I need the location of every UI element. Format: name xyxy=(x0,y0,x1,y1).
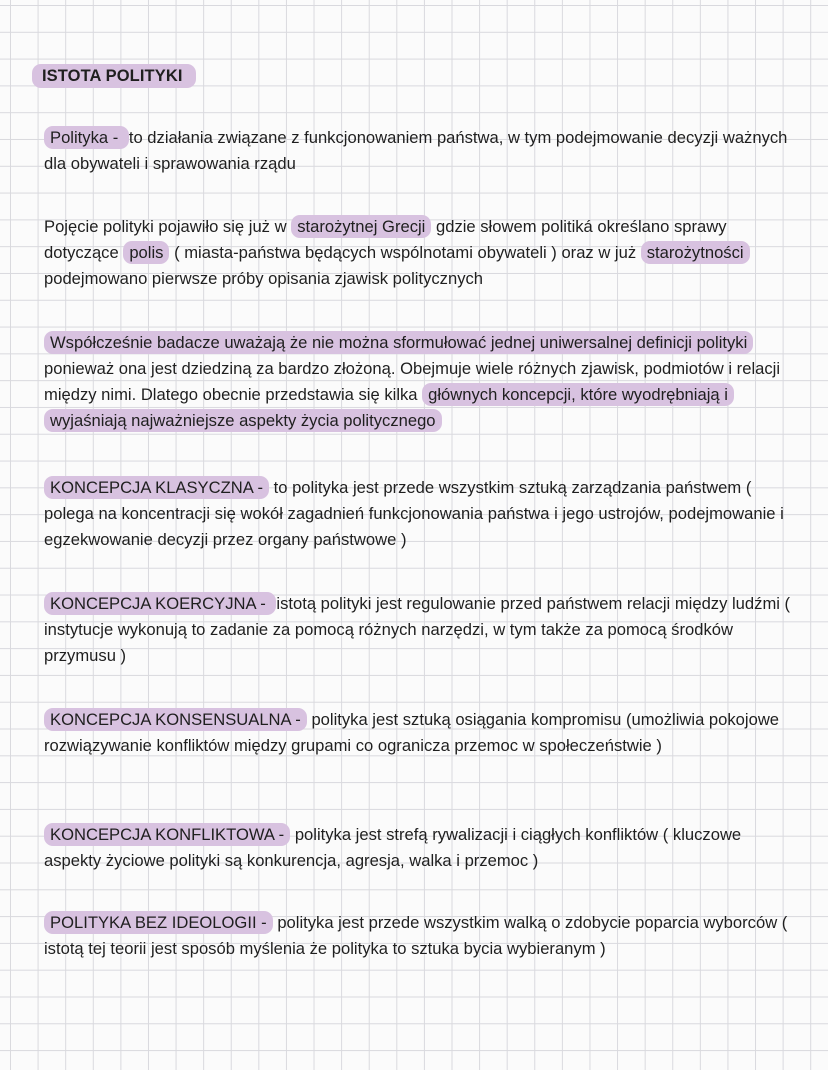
concept-term: POLITYKA BEZ IDEOLOGII - xyxy=(44,911,273,934)
concept-coercive xyxy=(44,591,794,669)
title-highlight: ISTOTA POLITYKI xyxy=(32,64,196,88)
concept-text: polityka jest strefą rywalizacji i ciągłych konfliktów ( kluczowe aspekty życiowe polityki są konkurencja, agresja, walka i przemoc ) xyxy=(44,825,742,870)
concept-text: istotą polityki jest regulowanie przed państwem relacji między ludźmi ( instytucje wykonują to zadanie za pomocą różnych narzędzi, w tym także za pomocą środków przymusu ) xyxy=(44,594,791,665)
history-text-2: gdzie słowem politiká określano sprawy dotyczące xyxy=(44,217,727,262)
concept-text: to polityka jest przede wszystkim sztuką zarządzania państwem ( polega na koncentracji się wokół zagadnień funkcjonowania państwa i jego ustrojów, podejmowanie i egzekwowanie decyzji przez organy państwowe ) xyxy=(44,478,784,549)
concept-term: KONCEPCJA KOERCYJNA - xyxy=(44,592,276,615)
highlight-modern-definition: Współcześnie badacze uważają że nie można sformułować jednej uniwersalnej definicji polityki xyxy=(44,331,753,354)
highlight-polis: polis xyxy=(123,241,169,264)
definition-paragraph xyxy=(44,125,794,177)
concept-term: KONCEPCJA KLASYCZNA - xyxy=(44,476,269,499)
history-text-3: ( miasta-państwa będących wspólnotami obywateli ) oraz w już xyxy=(169,243,641,262)
modern-text: ponieważ ona jest dziedziną za bardzo złożoną. Obejmuje wiele różnych zjawisk, podmiotów i relacji między nimi. Dlatego obecnie przedstawia się kilka xyxy=(44,359,781,404)
concept-conflict xyxy=(44,822,794,874)
definition-term: Polityka - xyxy=(44,126,129,149)
highlight-main-concepts: głównych koncepcji, które wyodrębniają i wyjaśniają najważniejsze aspekty życia politycznego xyxy=(44,383,734,432)
history-paragraph xyxy=(44,214,794,292)
concept-classical xyxy=(44,475,794,553)
highlight-ancient-greece: starożytnej Grecji xyxy=(291,215,431,238)
highlight-antiquity: starożytności xyxy=(641,241,750,264)
page-title xyxy=(32,67,196,86)
concept-text: polityka jest przede wszystkim walką o zdobycie poparcia wyborców ( istotą tej teorii jest sposób myślenia że polityka to sztuka bycia wybieranym ) xyxy=(44,913,788,958)
concept-term: KONCEPCJA KONSENSUALNA - xyxy=(44,708,307,731)
history-text-1: Pojęcie polityki pojawiło się już w xyxy=(44,217,292,236)
concept-text: polityka jest sztuką osiągania kompromisu (umożliwia pokojowe rozwiązywanie konfliktów między grupami co ogranicza przemoc w społeczeństwie ) xyxy=(44,710,780,755)
definition-text: to działania związane z funkcjonowaniem państwa, w tym podejmowanie decyzji ważnych dla obywateli i sprawowania rządu xyxy=(44,128,788,173)
concept-consensual xyxy=(44,707,794,759)
concept-no-ideology xyxy=(44,910,794,962)
concept-term: KONCEPCJA KONFLIKTOWA - xyxy=(44,823,290,846)
history-text-4: podejmowano pierwsze próby opisania zjawisk politycznych xyxy=(44,269,484,288)
modern-paragraph xyxy=(44,330,794,434)
